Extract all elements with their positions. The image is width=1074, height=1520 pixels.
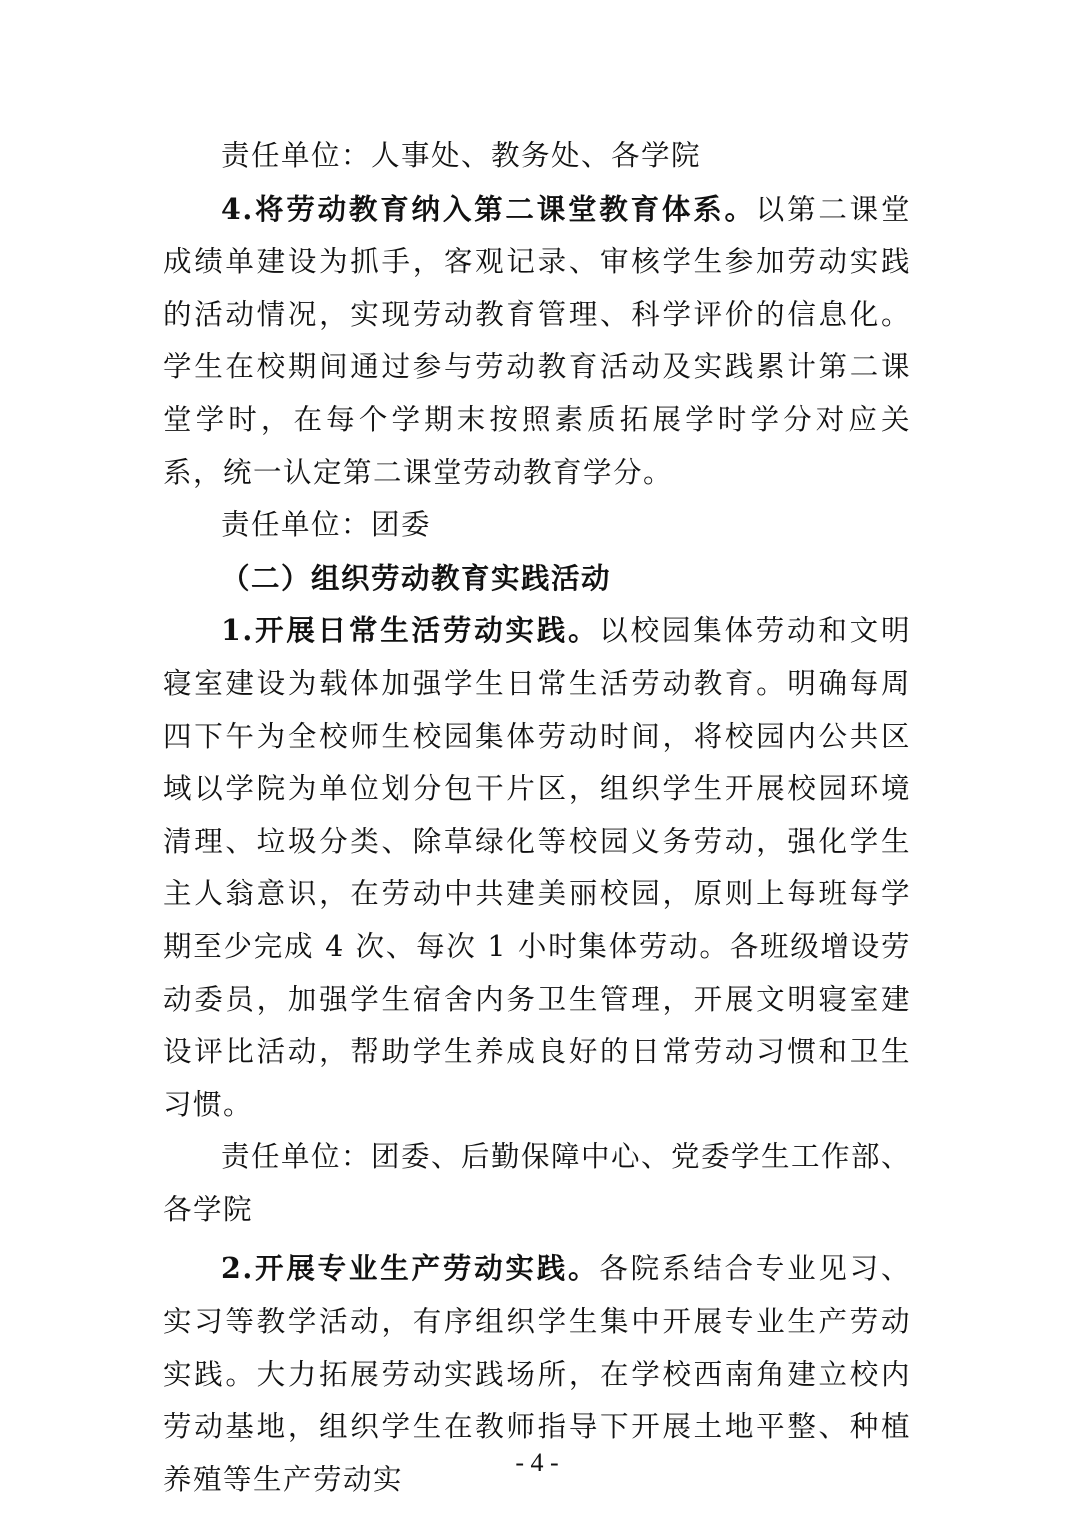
item-lead: 1.开展日常生活劳动实践。 <box>221 613 600 648</box>
heading-text: （二）组织劳动教育实践活动 <box>221 560 612 595</box>
responsibility-paragraph <box>163 1131 911 1236</box>
section-heading <box>163 552 911 605</box>
paragraph-text: 以第二课堂成绩单建设为抓手，客观记录、审核学生参加劳动实践的活动情况，实现劳动教育管理、科学评价的信息化。学生在校期间通过参与劳动教育活动及实践累计第二课堂学时，在每个学期末按照素质拓展学时学分对应关系，统一认定第二课堂劳动教育学分。 <box>163 192 911 489</box>
document-body <box>163 130 911 1506</box>
paragraph-text: 责任单位：团委 <box>221 508 432 542</box>
item-lead: 4.将劳动教育纳入第二课堂教育体系。 <box>221 191 756 226</box>
paragraph-text: 责任单位：团委、后勤保障中心、党委学生工作部、各学院 <box>163 1140 912 1226</box>
paragraph-text: 各院系结合专业见习、实习等教学活动，有序组织学生集中开展专业生产劳动实践。大力拓展劳动实践场所，在学校西南角建立校内劳动基地，组织学生在教师指导下开展土地平整、种植养殖等生产劳动实 <box>163 1252 911 1496</box>
page-number: - 4 - <box>515 1448 559 1477</box>
responsibility-paragraph <box>163 130 911 183</box>
item-lead: 2.开展专业生产劳动实践。 <box>221 1251 600 1286</box>
paragraph-text: 责任单位：人事处、教务处、各学院 <box>221 139 702 172</box>
item-paragraph <box>163 183 911 500</box>
paragraph-text: 以校园集体劳动和文明寝室建设为载体加强学生日常生活劳动教育。明确每周四下午为全校师生校园集体劳动时间，将校园内公共区域以学院为单位划分包干片区，组织学生开展校园环境清理、垃圾分类、除草绿化等校园义务劳动，强化学生主人翁意识，在劳动中共建美丽校园，原则上每班每学期至少完成 4 次、每次 1 小时集体劳动。各班级增设劳动委员，加强学生宿舍内务卫生管理，开展文明寝室建设评比活动，帮助学生养成良好的日常劳动习惯和卫生习惯。 <box>163 614 911 1121</box>
responsibility-paragraph <box>163 499 911 552</box>
item-paragraph <box>163 604 911 1131</box>
